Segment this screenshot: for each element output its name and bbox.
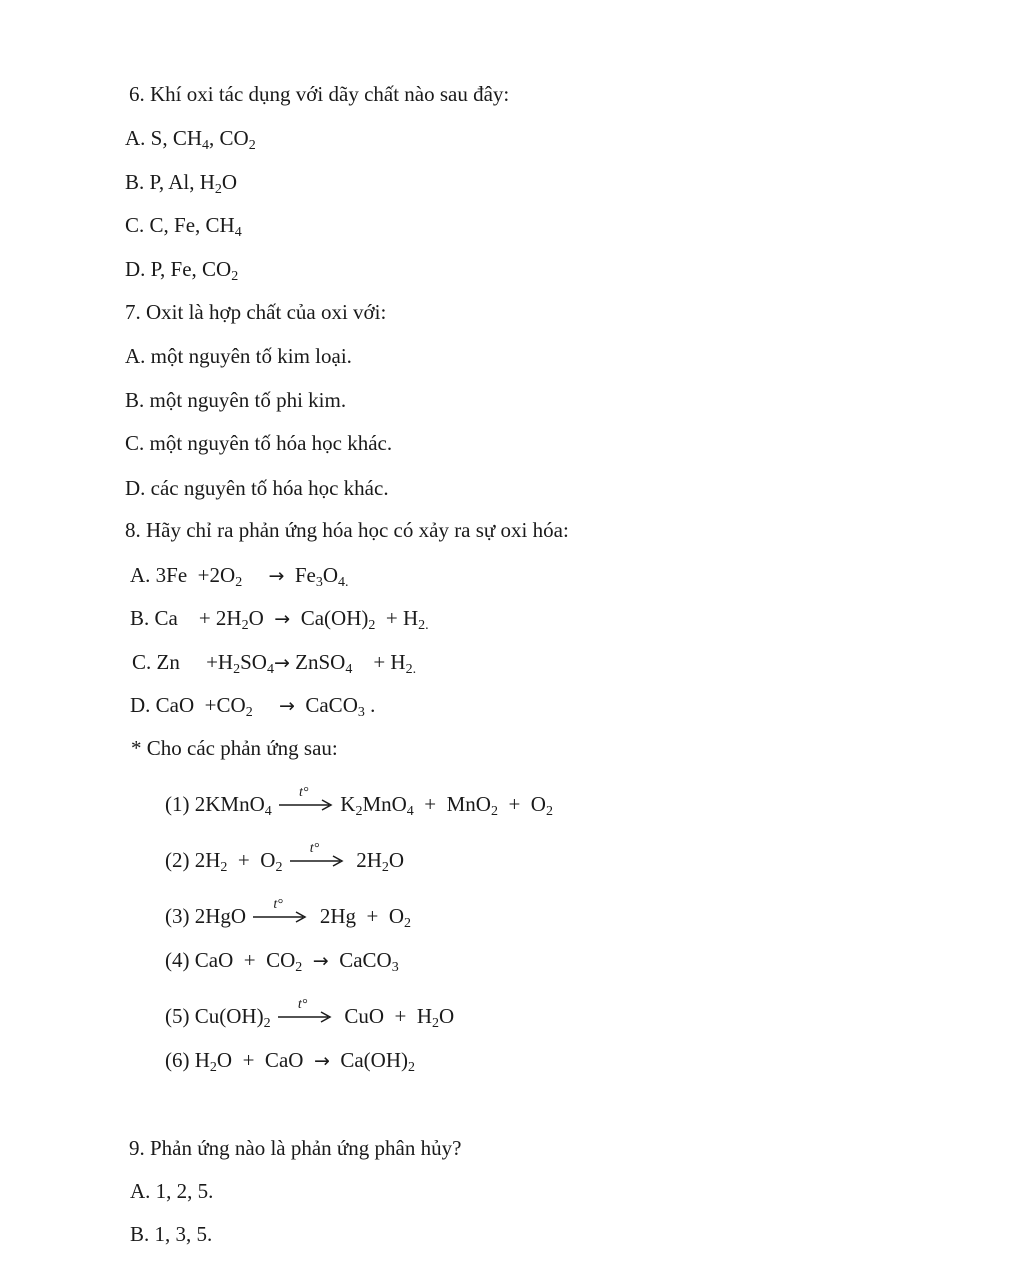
heat-arrow-icon: t° — [276, 1005, 334, 1025]
arrow-icon: → — [274, 608, 291, 630]
q9-option-a: A. 1, 2, 5. — [130, 1179, 214, 1203]
arrow-icon: → — [312, 950, 329, 972]
q7-question: 7. Oxit là hợp chất của oxi với: — [125, 300, 387, 324]
q8-question: 8. Hãy chỉ ra phản ứng hóa học có xảy ra sự oxi hóa: — [125, 518, 569, 542]
q6-option-a: A. S, $CH_4$, $CO_2$ — [125, 126, 256, 153]
heat-arrow-icon: t° — [251, 905, 309, 925]
q7-option-c: C. một nguyên tố hóa học khác. — [125, 431, 393, 455]
reaction-1: (1) 2KMnO$_4$ t° $K_2MnO_4 + MnO_2 + O_2$ — [165, 785, 553, 819]
reaction-3: (3) 2HgO t° $2Hg + O_2$ — [165, 897, 412, 931]
q8-option-a: A. $3Fe +2O_2$ → $Fe_3O_{4.}$ — [130, 563, 349, 590]
q6-option-d: D. P, Fe, $CO_2$ — [125, 257, 239, 284]
q7-option-d: D. các nguyên tố hóa học khác. — [125, 476, 389, 500]
heat-arrow-icon: t° — [288, 849, 346, 869]
q6-question: 6. Khí oxi tác dụng với dãy chất nào sau đây: — [129, 82, 510, 106]
q8-option-c: C. Zn $+H_2SO_4\to$ ZnSO$_4$ + $H_{2.}$ — [132, 650, 417, 677]
q8-option-d: D. CaO $+CO_2$ → CaCO$_3$ . — [130, 693, 376, 720]
reactions-intro: * Cho các phản ứng sau: — [131, 736, 338, 760]
heat-arrow-icon: t° — [277, 793, 335, 813]
arrow-icon: → — [268, 565, 285, 587]
q8-option-b: B. Ca + $2H_2O \to Ca(OH)_2 + H_{2.}$ — [130, 606, 429, 633]
reaction-6: (6) $H_2O$ + CaO → $Ca(OH)_2$ — [165, 1048, 416, 1075]
reaction-5: (5) $Cu(OH)_2$ t° CuO + $H_2O$ — [165, 997, 455, 1031]
reaction-2: (2) $2H_2 + O_2$ t° $2H_2O$ — [165, 841, 405, 875]
q7-option-b: B. một nguyên tố phi kim. — [125, 388, 347, 412]
q7-option-a: A. một nguyên tố kim loại. — [125, 344, 352, 368]
q6-option-c: C. C, Fe, $CH_4$ — [125, 213, 242, 240]
q9-question: 9. Phản ứng nào là phản ứng phân hủy? — [129, 1136, 462, 1160]
reaction-4: (4) CaO + $CO_2$ → CaCO$_3$ — [165, 948, 399, 975]
arrow-icon: → — [278, 695, 295, 717]
arrow-icon: → — [313, 1050, 330, 1072]
q9-option-b: B. 1, 3, 5. — [130, 1222, 213, 1246]
q6-option-b: B. P, Al, $H_2O$ — [125, 170, 238, 197]
arrow-icon: → — [273, 652, 290, 674]
